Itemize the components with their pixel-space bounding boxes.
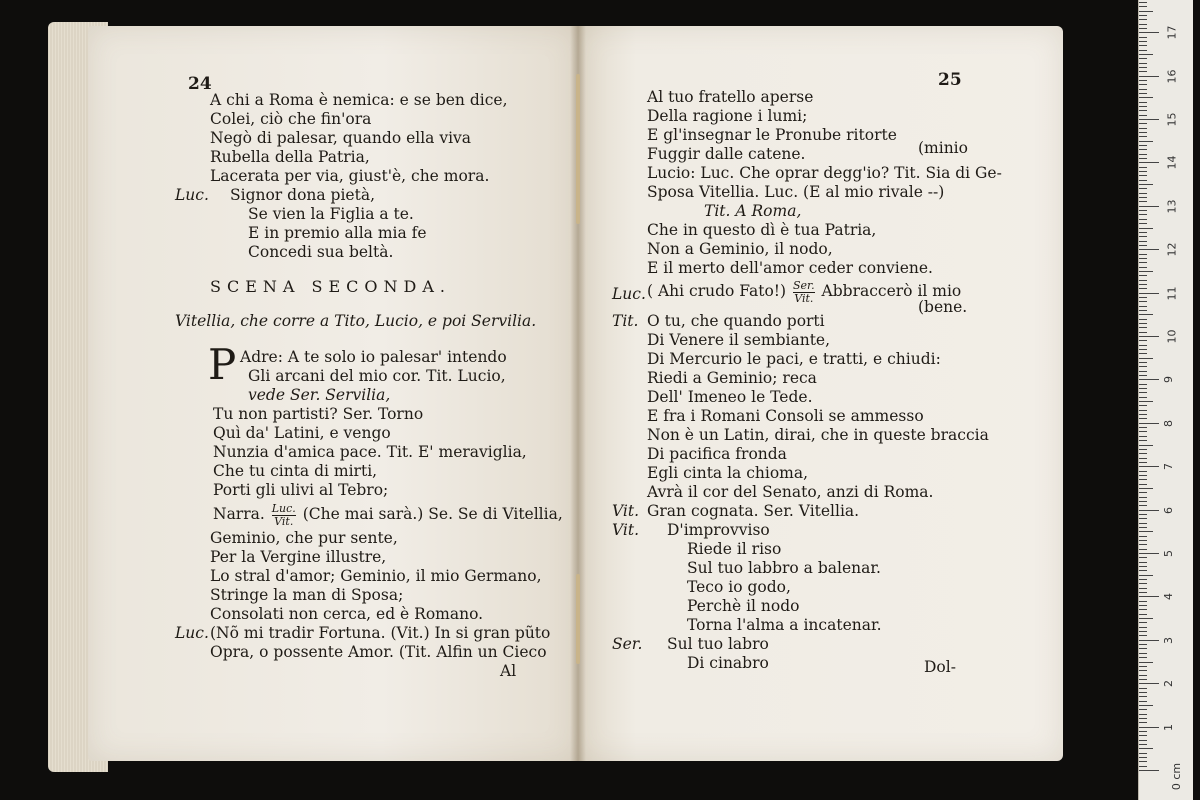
ruler-tick bbox=[1139, 136, 1147, 137]
ruler-tick bbox=[1139, 353, 1147, 354]
ruler-tick bbox=[1139, 232, 1147, 233]
ruler-tick bbox=[1139, 115, 1147, 116]
speaker-label: Luc. bbox=[175, 624, 209, 642]
ruler-tick bbox=[1139, 267, 1147, 268]
ruler-tick bbox=[1139, 76, 1159, 77]
ruler-tick bbox=[1139, 653, 1147, 654]
ruler-number: 16 bbox=[1165, 69, 1179, 84]
ruler-tick bbox=[1139, 197, 1147, 198]
ruler-tick bbox=[1139, 340, 1147, 341]
ruler-tick bbox=[1139, 93, 1147, 94]
ruler-tick bbox=[1139, 714, 1147, 715]
ruler-tick bbox=[1139, 696, 1147, 697]
ruler-tick bbox=[1139, 466, 1159, 467]
verse-line: Geminio, che pur sente, bbox=[210, 529, 398, 547]
ruler-tick bbox=[1139, 744, 1147, 745]
ruler-tick bbox=[1139, 501, 1147, 502]
ruler-tick bbox=[1139, 24, 1147, 25]
ruler-tick bbox=[1139, 275, 1147, 276]
ruler-tick bbox=[1139, 592, 1147, 593]
verse-line: Adre: A te solo io palesar' intendo bbox=[240, 348, 507, 366]
ruler-tick bbox=[1139, 583, 1147, 584]
ruler-tick bbox=[1139, 97, 1153, 98]
ruler-tick bbox=[1139, 241, 1147, 242]
verse-line: Negò di palesar, quando ella viva bbox=[210, 129, 472, 147]
ruler-tick bbox=[1139, 488, 1153, 489]
verse-line: Non a Geminio, il nodo, bbox=[647, 240, 833, 258]
ruler-tick bbox=[1139, 735, 1147, 736]
ruler-tick bbox=[1139, 37, 1147, 38]
ruler-tick bbox=[1139, 175, 1147, 176]
verse-line: Per la Vergine illustre, bbox=[210, 548, 387, 566]
ruler-tick bbox=[1139, 718, 1147, 719]
binding-thread bbox=[576, 74, 580, 224]
ruler-tick bbox=[1139, 436, 1147, 437]
ruler-tick bbox=[1139, 757, 1147, 758]
ruler-tick bbox=[1139, 345, 1147, 346]
verse-line: D'improvviso bbox=[667, 521, 770, 539]
ruler-tick bbox=[1139, 609, 1147, 610]
ruler-number: 3 bbox=[1162, 636, 1175, 644]
ruler-tick bbox=[1139, 141, 1153, 142]
ruler-tick bbox=[1139, 622, 1147, 623]
verse-line: Se vien la Figlia a te. bbox=[248, 205, 414, 223]
ruler-tick bbox=[1139, 644, 1147, 645]
verse-line: Di pacifica fronda bbox=[647, 445, 787, 463]
ruler-tick bbox=[1139, 214, 1147, 215]
ruler-tick bbox=[1139, 518, 1147, 519]
ruler-tick bbox=[1139, 631, 1147, 632]
verse-line: Porti gli ulivi al Tebro; bbox=[213, 481, 389, 499]
ruler-tick bbox=[1139, 579, 1147, 580]
ruler-tick bbox=[1139, 188, 1147, 189]
ruler-tick bbox=[1139, 271, 1153, 272]
ruler-tick bbox=[1139, 28, 1147, 29]
ruler-number: 8 bbox=[1162, 419, 1175, 427]
verse-line: Che in questo dì è tua Patria, bbox=[647, 221, 877, 239]
ruler-tick bbox=[1139, 566, 1147, 567]
ruler-tick bbox=[1139, 280, 1147, 281]
ruler-tick bbox=[1139, 709, 1147, 710]
ruler-tick bbox=[1139, 54, 1153, 55]
ruler-tick bbox=[1139, 544, 1147, 545]
fraction-bottom: Vit. bbox=[274, 514, 294, 528]
ruler-tick bbox=[1139, 423, 1159, 424]
ruler-tick bbox=[1139, 102, 1147, 103]
fraction-top: Luc. bbox=[271, 502, 296, 515]
ruler-tick bbox=[1139, 618, 1153, 619]
ruler-tick bbox=[1139, 284, 1147, 285]
drop-cap: P bbox=[208, 340, 237, 389]
verse-line: Quì da' Latini, e vengo bbox=[213, 424, 391, 442]
ruler-tick bbox=[1139, 705, 1153, 706]
ruler-tick bbox=[1139, 458, 1147, 459]
verse-line: Di Venere il sembiante, bbox=[647, 331, 831, 349]
ruler-tick bbox=[1139, 648, 1147, 649]
ruler-tick bbox=[1139, 306, 1147, 307]
ruler-tick bbox=[1139, 531, 1153, 532]
ruler-tick bbox=[1139, 171, 1147, 172]
verse-line: Non è un Latin, dirai, che in queste braccia bbox=[647, 426, 989, 444]
ruler-tick bbox=[1139, 640, 1159, 641]
ruler-tick bbox=[1139, 162, 1159, 163]
ruler-tick bbox=[1139, 71, 1147, 72]
ruler-tick bbox=[1139, 228, 1153, 229]
ruler-tick bbox=[1139, 223, 1147, 224]
scene-title: SCENA SECONDA. bbox=[210, 277, 451, 296]
ruler-tick bbox=[1139, 15, 1147, 16]
verse-line: Al tuo fratello aperse bbox=[647, 88, 814, 106]
verse-line: Consolati non cerca, ed è Romano. bbox=[210, 605, 484, 623]
ruler-tick bbox=[1139, 32, 1159, 33]
ruler-tick bbox=[1139, 119, 1159, 120]
ruler-tick bbox=[1139, 384, 1147, 385]
verse-line: Avrà il cor del Senato, anzi di Roma. bbox=[647, 483, 934, 501]
ruler-tick bbox=[1139, 575, 1153, 576]
ruler-tick bbox=[1139, 588, 1147, 589]
ruler-tick bbox=[1139, 692, 1147, 693]
ruler-tick bbox=[1139, 358, 1153, 359]
narra-line bbox=[213, 503, 563, 527]
verse-line: Della ragione i lumi; bbox=[647, 107, 808, 125]
ruler-tick bbox=[1139, 67, 1147, 68]
ruler-tick bbox=[1139, 514, 1147, 515]
ruler-unit: 0 cm bbox=[1170, 762, 1184, 791]
luc-line bbox=[647, 280, 961, 304]
ruler-tick bbox=[1139, 753, 1147, 754]
ruler-tick bbox=[1139, 666, 1147, 667]
ruler-tick bbox=[1139, 392, 1147, 393]
ruler-tick bbox=[1139, 336, 1159, 337]
page-number-right: 25 bbox=[938, 70, 962, 90]
ruler-tick bbox=[1139, 106, 1147, 107]
ruler-tick bbox=[1139, 293, 1159, 294]
ruler-tick bbox=[1139, 327, 1147, 328]
ruler-number: 1 bbox=[1162, 723, 1175, 731]
ruler-tick bbox=[1139, 731, 1147, 732]
ruler-tick bbox=[1139, 445, 1153, 446]
verse-line: Sul tuo labbro a balenar. bbox=[687, 559, 881, 577]
ruler-tick bbox=[1139, 258, 1147, 259]
ruler-tick bbox=[1139, 549, 1147, 550]
ruler-tick bbox=[1139, 158, 1147, 159]
verse-line: Stringe la man di Sposa; bbox=[210, 586, 404, 604]
ruler-number: 6 bbox=[1162, 506, 1175, 514]
ruler-tick bbox=[1139, 297, 1147, 298]
verse-line: E in premio alla mia fe bbox=[248, 224, 427, 242]
ruler-tick bbox=[1139, 58, 1147, 59]
ruler-tick bbox=[1139, 601, 1147, 602]
verse-line: Che tu cinta di mirti, bbox=[213, 462, 378, 480]
verse-line: E fra i Romani Consoli se ammesso bbox=[647, 407, 924, 425]
verse-line: Teco io godo, bbox=[687, 578, 791, 596]
verse-line: A chi a Roma è nemica: e se ben dice, bbox=[210, 91, 508, 109]
verse-line: Tit. A Roma, bbox=[704, 202, 802, 220]
speaker-label: Ser. bbox=[612, 635, 643, 653]
speaker-fraction bbox=[793, 280, 815, 304]
ruler-tick bbox=[1139, 50, 1147, 51]
verse-line: Fuggir dalle catene. bbox=[647, 145, 806, 163]
ruler-tick bbox=[1139, 206, 1159, 207]
ruler-tick bbox=[1139, 670, 1147, 671]
ruler-tick bbox=[1139, 301, 1147, 302]
fraction-bottom: Vit. bbox=[794, 291, 814, 305]
ruler-tick bbox=[1139, 375, 1147, 376]
verse-line: Di cinabro bbox=[687, 654, 769, 672]
verse-line: Lo stral d'amor; Geminio, il mio Germano, bbox=[210, 567, 542, 585]
ruler-tick bbox=[1139, 596, 1159, 597]
ruler-number: 10 bbox=[1165, 329, 1179, 344]
narra-rest: (Che mai sarà.) Se. Se di Vitellia, bbox=[302, 505, 563, 524]
ruler-tick bbox=[1139, 766, 1147, 767]
ruler-tick bbox=[1139, 349, 1147, 350]
ruler-tick bbox=[1139, 11, 1153, 12]
ruler-tick bbox=[1139, 128, 1147, 129]
verse-line: Lucio: Luc. Che oprar degg'io? Tit. Sia di Ge- bbox=[647, 164, 1002, 182]
ruler-tick bbox=[1139, 193, 1147, 194]
verse-line: Nunzia d'amica pace. Tit. E' meraviglia, bbox=[213, 443, 527, 461]
ruler-tick bbox=[1139, 154, 1147, 155]
verse-tail: (minio bbox=[918, 139, 968, 157]
ruler-tick bbox=[1139, 462, 1147, 463]
ruler-tick bbox=[1139, 310, 1147, 311]
ruler-tick bbox=[1139, 479, 1147, 480]
verse-line: Opra, o possente Amor. (Tit. Alfin un Cieco bbox=[210, 643, 547, 661]
ruler-tick bbox=[1139, 45, 1147, 46]
ruler-tick bbox=[1139, 614, 1147, 615]
ruler-tick bbox=[1139, 635, 1147, 636]
speaker-label: Vit. bbox=[612, 502, 640, 520]
speaker-label: Luc. bbox=[612, 285, 646, 303]
ruler-tick bbox=[1139, 471, 1147, 472]
verse-tail: (bene. bbox=[918, 298, 968, 316]
ruler-tick bbox=[1139, 314, 1153, 315]
ruler-tick bbox=[1139, 379, 1159, 380]
ruler-tick bbox=[1139, 149, 1147, 150]
ruler-tick bbox=[1139, 288, 1147, 289]
ruler-tick bbox=[1139, 553, 1159, 554]
verse-line: Egli cinta la chioma, bbox=[647, 464, 809, 482]
ruler-tick bbox=[1139, 19, 1147, 20]
ruler-tick bbox=[1139, 727, 1159, 728]
binding-thread bbox=[576, 574, 580, 664]
speaker-label: Vit. bbox=[612, 521, 640, 539]
narra-word: Narra. bbox=[213, 505, 265, 524]
ruler-tick bbox=[1139, 770, 1159, 771]
verse-line: (Nõ mi tradir Fortuna. (Vit.) In si gran pũto bbox=[210, 624, 551, 642]
ruler-tick bbox=[1139, 627, 1147, 628]
ruler-tick bbox=[1139, 323, 1147, 324]
ruler-tick bbox=[1139, 236, 1147, 237]
ruler-tick bbox=[1139, 414, 1147, 415]
verse-line: E il merto dell'amor ceder conviene. bbox=[647, 259, 933, 277]
ruler-tick bbox=[1139, 484, 1147, 485]
ruler-tick bbox=[1139, 132, 1147, 133]
ruler-number: 9 bbox=[1162, 376, 1175, 384]
ruler-tick bbox=[1139, 527, 1147, 528]
ruler-tick bbox=[1139, 453, 1147, 454]
ruler-tick bbox=[1139, 84, 1147, 85]
ruler-tick bbox=[1139, 110, 1147, 111]
verse-line: Dell' Imeneo le Tede. bbox=[647, 388, 813, 406]
ruler-tick bbox=[1139, 145, 1147, 146]
ruler-tick bbox=[1139, 184, 1153, 185]
verse-line: Gran cognata. Ser. Vitellia. bbox=[647, 502, 860, 520]
ruler-number: 12 bbox=[1165, 242, 1179, 257]
ruler-tick bbox=[1139, 562, 1147, 563]
verse-line: Perchè il nodo bbox=[687, 597, 800, 615]
ruler-tick bbox=[1139, 219, 1147, 220]
ruler-tick bbox=[1139, 688, 1147, 689]
ruler-number: 2 bbox=[1162, 680, 1175, 688]
ruler-tick bbox=[1139, 89, 1147, 90]
verse-line: Concedi sua beltà. bbox=[248, 243, 394, 261]
ruler-tick bbox=[1139, 180, 1147, 181]
speaker-label: Luc. bbox=[175, 186, 209, 204]
ruler-tick bbox=[1139, 427, 1147, 428]
ruler-tick bbox=[1139, 366, 1147, 367]
ruler-number: 13 bbox=[1165, 199, 1179, 214]
ruler-tick bbox=[1139, 740, 1147, 741]
verse-line: Riede il riso bbox=[687, 540, 782, 558]
ruler-tick bbox=[1139, 410, 1147, 411]
verse-line: Rubella della Patria, bbox=[210, 148, 370, 166]
ruler-tick bbox=[1139, 748, 1153, 749]
ruler-tick bbox=[1139, 675, 1147, 676]
verse-line: Gli arcani del mio cor. Tit. Lucio, bbox=[248, 367, 506, 385]
ruler-tick bbox=[1139, 431, 1147, 432]
measurement-ruler bbox=[1138, 0, 1193, 800]
ruler-number: 15 bbox=[1165, 112, 1179, 127]
ruler-tick bbox=[1139, 332, 1147, 333]
ruler-tick bbox=[1139, 245, 1147, 246]
ruler-tick bbox=[1139, 167, 1147, 168]
ruler-tick bbox=[1139, 401, 1153, 402]
open-book bbox=[48, 14, 1063, 779]
verse-line: Lacerata per via, giust'è, che mora. bbox=[210, 167, 490, 185]
ruler-tick bbox=[1139, 201, 1147, 202]
ruler-tick bbox=[1139, 388, 1147, 389]
ruler-tick bbox=[1139, 6, 1147, 7]
ruler-tick bbox=[1139, 540, 1147, 541]
stage-direction: Vitellia, che corre a Tito, Lucio, e poi Servilia. bbox=[175, 312, 537, 330]
ruler-tick bbox=[1139, 418, 1147, 419]
verse-line: Sposa Vitellia. Luc. (E al mio rivale --) bbox=[647, 183, 945, 201]
ruler-tick bbox=[1139, 722, 1147, 723]
catchword: Al bbox=[500, 662, 517, 680]
ruler-tick bbox=[1139, 371, 1147, 372]
verse-line: Tu non partisti? Ser. Torno bbox=[213, 405, 424, 423]
verse-line: O tu, che quando porti bbox=[647, 312, 825, 330]
ruler-number: 11 bbox=[1165, 286, 1179, 301]
ruler-tick bbox=[1139, 475, 1147, 476]
ruler-tick bbox=[1139, 405, 1147, 406]
ruler-tick bbox=[1139, 662, 1153, 663]
ruler-number: 5 bbox=[1162, 550, 1175, 557]
verse-line: Torna l'alma a incatenar. bbox=[687, 616, 882, 634]
ruler-number: 17 bbox=[1165, 25, 1179, 40]
verse-line: Colei, ciò che fin'ora bbox=[210, 110, 372, 128]
ruler-tick bbox=[1139, 80, 1147, 81]
ruler-tick bbox=[1139, 523, 1147, 524]
ruler-tick bbox=[1139, 249, 1159, 250]
fraction-top: Ser. bbox=[793, 279, 815, 292]
ruler-tick bbox=[1139, 570, 1147, 571]
luc-line-start: ( Ahi crudo Fato!) bbox=[647, 282, 787, 301]
ruler-tick bbox=[1139, 679, 1147, 680]
ruler-tick bbox=[1139, 497, 1147, 498]
ruler-tick bbox=[1139, 2, 1147, 3]
ruler-tick bbox=[1139, 63, 1147, 64]
ruler-tick bbox=[1139, 319, 1147, 320]
speaker-label: Tit. bbox=[612, 312, 639, 330]
verse-line: vede Ser. Servilia, bbox=[248, 386, 391, 404]
ruler-tick bbox=[1139, 397, 1147, 398]
verse-line: Signor dona pietà, bbox=[230, 186, 376, 204]
ruler-number: 7 bbox=[1162, 463, 1175, 471]
ruler-tick bbox=[1139, 254, 1147, 255]
verse-line: Di Mercurio le paci, e tratti, e chiudi: bbox=[647, 350, 941, 368]
ruler-tick bbox=[1139, 761, 1147, 762]
luc-line-end: Abbraccerò il mio bbox=[821, 282, 962, 301]
ruler-number: 4 bbox=[1162, 593, 1175, 601]
ruler-tick bbox=[1139, 605, 1147, 606]
ruler-tick bbox=[1139, 210, 1147, 211]
verse-line: Riedi a Geminio; reca bbox=[647, 369, 817, 387]
ruler-tick bbox=[1139, 683, 1159, 684]
verse-line: Sul tuo labro bbox=[667, 635, 769, 653]
catchword: Dol- bbox=[924, 658, 956, 676]
ruler-tick bbox=[1139, 510, 1159, 511]
ruler-tick bbox=[1139, 123, 1147, 124]
ruler-tick bbox=[1139, 505, 1147, 506]
speaker-fraction bbox=[272, 503, 296, 527]
verse-line: E gl'insegnar le Pronube ritorte bbox=[647, 126, 897, 144]
ruler-tick bbox=[1139, 657, 1147, 658]
ruler-tick bbox=[1139, 449, 1147, 450]
ruler-tick bbox=[1139, 557, 1147, 558]
ruler-tick bbox=[1139, 701, 1147, 702]
ruler-tick bbox=[1139, 536, 1147, 537]
page-number-left: 24 bbox=[188, 74, 212, 94]
ruler-number: 14 bbox=[1165, 155, 1179, 170]
ruler-tick bbox=[1139, 440, 1147, 441]
ruler-tick bbox=[1139, 262, 1147, 263]
ruler-tick bbox=[1139, 41, 1147, 42]
ruler-tick bbox=[1139, 492, 1147, 493]
ruler-tick bbox=[1139, 362, 1147, 363]
